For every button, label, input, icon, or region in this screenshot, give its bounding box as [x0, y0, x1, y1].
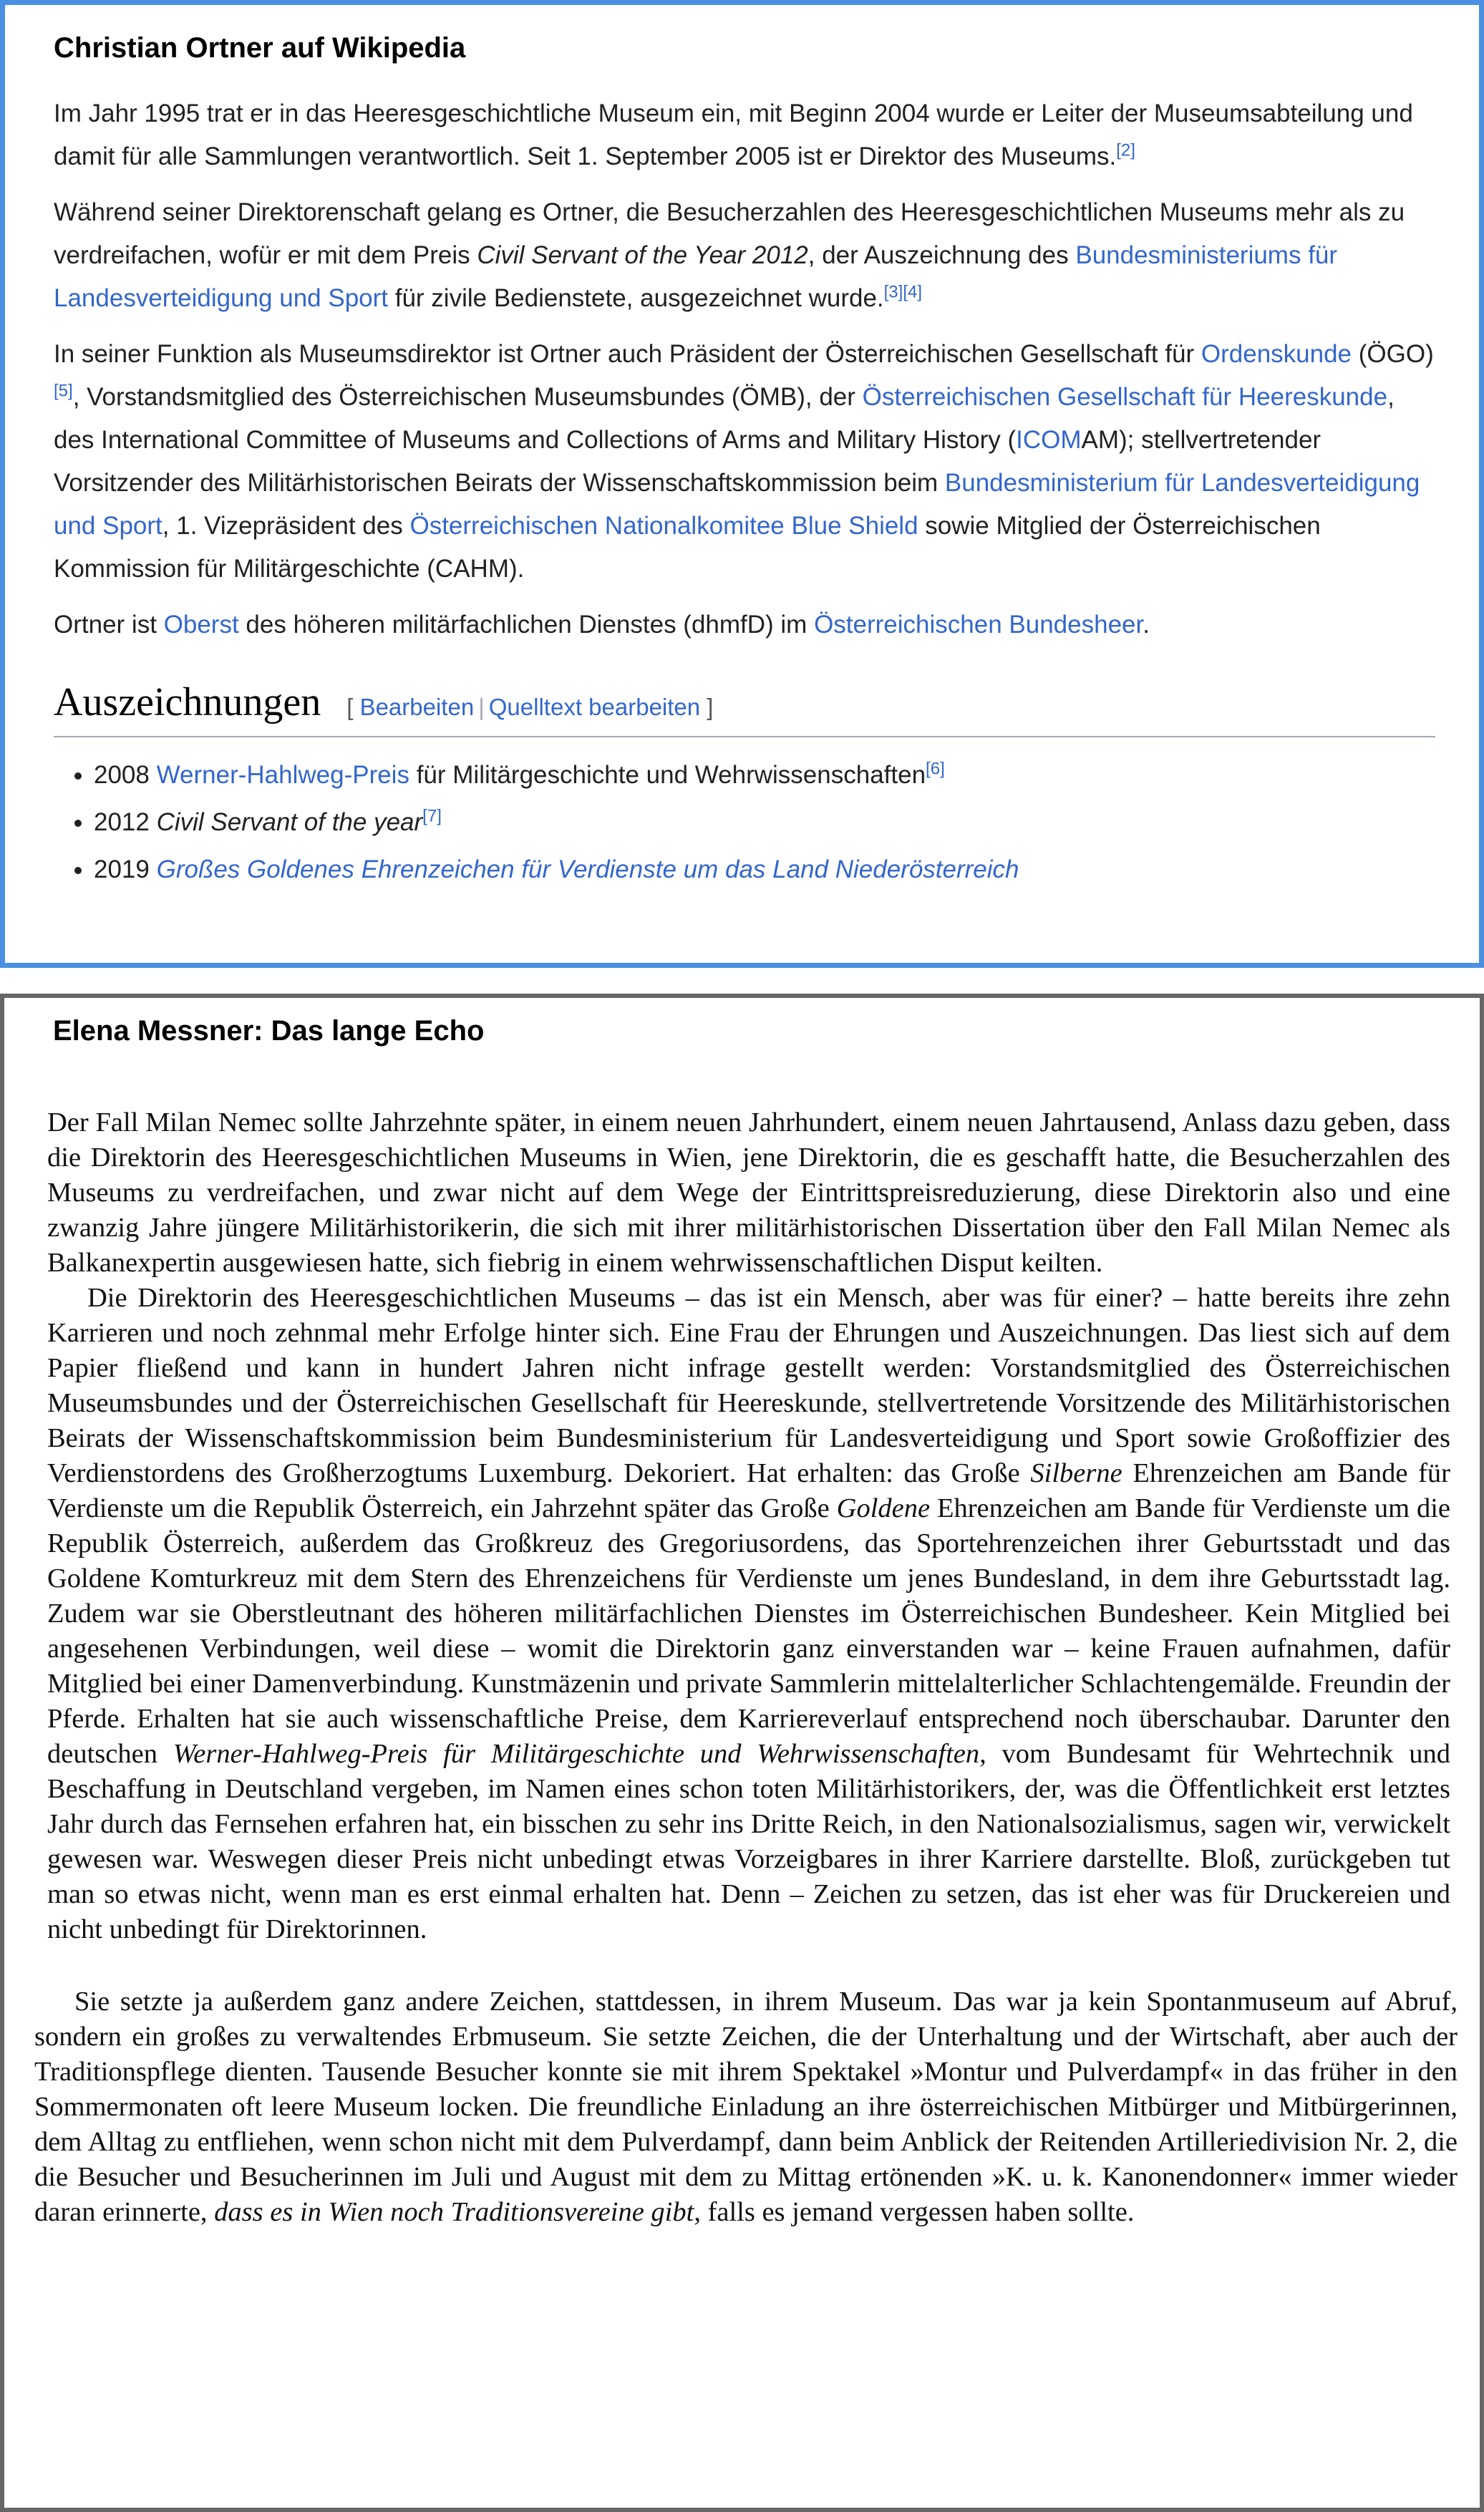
section-edit-links: [ Bearbeiten | Quelltext bearbeiten ]: [346, 694, 714, 720]
book-paragraph-2: Die Direktorin des Heeresgeschichtlichen Museums – das ist ein Mensch, aber was für einer? – hatte bereits ihre zehn Karrieren und noch zehnmal mehr Erfolge hinter sich. Eine Frau der Ehrungen und Auszeichnungen. Das liest sich auf dem Papier fließend und kann in hundert Jahren nicht infrage gestellt werden: Vorstandsmitglied des Österreichischen Museumsbundes und der Österreichischen Gesellschaft für Heereskunde, stellvertretende Vorsitzende des Militärhistorischen Beirats der Wissenschaftskommission beim Bundesministerium für Landesverteidigung und Sport sowie Großoffizier des Verdienstordens des Großherzogtums Luxemburg. Dekoriert. Hat erhalten: das Große Silberne Ehrenzeichen am Bande für Verdienste um die Republik Österreich, ein Jahrzehnt später das Große Goldene Ehrenzeichen am Bande für Verdienste um die Republik Österreich, außerdem das Großkreuz des Gregoriusordens, das Sportehrenzeichen ihrer Geburtsstadt und das Goldene Komturkreuz mit dem Stern des Ehrenzeichens für Verdienste um jenes Bundesland, in dem ihre Geburtsstadt lag. Zudem war sie Oberstleutnant des höheren militärfachlichen Dienstes im Österreichischen Bundesheer. Kein Mitglied bei angesehenen Verbindungen, weil diese – womit die Direktorin ganz einverstanden war – keine Frauen aufnahmen, dafür Mitglied bei einer Damenverbindung. Kunstmäzenin und private Sammlerin mittelalterlicher Schlachtengemälde. Freundin der Pferde. Erhalten hat sie auch wissenschaftliche Preise, dem Karriereverlauf entsprechend noch überschaubar. Darunter den deutschen Werner-Hahlweg-Preis für Militärgeschichte und Wehrwissenschaften, vom Bundesamt für Wehrtechnik und Beschaffung in Deutschland vergeben, im Namen eines schon toten Militärhistorikers, der, was die Öffentlichkeit erst letztes Jahr durch das Fernsehen erfahren hat, ein bisschen zu sehr ins Dritte Reich, in den Nationalsozialismus, sagen wir, verwickelt gewesen war. Weswegen dieser Preis nicht unbedingt etwas Vorzeigbares in ihrer Karriere darstellte. Bloß, zurückgeben tut man so etwas nicht, wenn man es erst einmal erhalten hat. Denn – Zeichen zu setzen, das ist eher was für Druckereien und nicht unbedingt für Direktorinnen.: [47, 1283, 1451, 1944]
wiki-paragraph-3: In seiner Funktion als Museumsdirektor ist Ortner auch Präsident der Österreichischen Gesellschaft für Ordenskunde (ÖGO)[5], Vorstandsmitglied des Österreichischen Museumsbundes (ÖMB), der Österreichischen Gesellschaft für Heereskunde, des International Committee of Museums and Collections of Arms and Military History (ICOMAM); stellvertretender Vorsitzender des Militärhistorischen Beirats der Wissenschaftskommission beim Bundesministerium für Landesverteidigung und Sport, 1. Vizepräsident des Österreichischen Nationalkomitee Blue Shield sowie Mitglied der Österreichischen Kommission für Militärgeschichte (CAHM).: [54, 340, 1434, 583]
link-werner-hahlweg-preis[interactable]: Werner-Hahlweg-Preis: [156, 761, 409, 789]
section-heading-auszeichnungen: [54, 679, 1435, 737]
source-edit-link[interactable]: Quelltext bearbeiten: [488, 694, 701, 720]
wiki-paragraph-1: Im Jahr 1995 trat er in das Heeresgeschichtliche Museum ein, mit Beginn 2004 wurde er Leiter der Museumsabteilung und damit für alle Sammlungen verantwortlich. Seit 1. September 2005 ist er Direktor des Museums.[2]: [54, 100, 1413, 170]
link-oberst[interactable]: Oberst: [163, 611, 239, 639]
book-paragraph-3: Sie setzte ja außerdem ganz andere Zeichen, stattdessen, in ihrem Museum. Das war ja kein Spontanmuseum auf Abruf, sondern ein großes zu verwaltendes Erbmuseum. Sie setzte Zeichen, die der Unterhaltung und der Wirtschaft, aber auch der Traditionspflege dienten. Tausende Besucher konnte sie mit ihrem Spektakel »Montur und Pulverdampf« in das früher in den Sommermonaten oft leere Museum locken. Die freundliche Einladung an ihre österreichischen Mitbürger und Mitbürgerinnen, dem Alltag zu entfliehen, wenn schon nicht mit dem Pulverdampf, dann beim Anblick der Reitenden Artilleriedivision Nr. 2, die die Besucher und Besucherinnen im Juli und August mit dem zu Mittag ertönenden »K. u. k. Kanonendonner« immer wieder daran erinnerte, dass es in Wien noch Traditionsvereine gibt, falls es jemand vergessen haben sollte.: [34, 1987, 1458, 2227]
link-blue-shield[interactable]: Österreichischen Nationalkomitee Blue Shield: [409, 512, 918, 540]
awards-list: [54, 752, 1435, 893]
wiki-article-body: [54, 92, 1435, 893]
link-bundesheer[interactable]: Österreichischen Bundesheer: [814, 611, 1143, 639]
link-ehrenzeichen-niederoesterreich[interactable]: Großes Goldenes Ehrenzeichen für Verdienste um das Land Niederösterreich: [156, 855, 1019, 883]
wiki-paragraph-2: Während seiner Direktorenschaft gelang es Ortner, die Besucherzahlen des Heeresgeschichtlichen Museums mehr als zu verdreifachen, wofür er mit dem Preis Civil Servant of the Year 2012, der Auszeichnung des Bundesministeriums für Landesverteidigung und Sport für zivile Bedienstete, ausgezeichnet wurde.[3][4]: [54, 198, 1405, 312]
list-item: • 2008 Werner-Hahlweg-Preis für Militärgeschichte und Wehrwissenschaften[6]: [94, 752, 1435, 799]
link-gesellschaft-heereskunde[interactable]: Österreichischen Gesellschaft für Heereskunde: [862, 383, 1388, 411]
reference-link[interactable]: [7]: [422, 806, 442, 826]
link-bundesministerium-2[interactable]: Bundesministerium für Landesverteidigung und Sport: [54, 469, 1420, 540]
list-item: • 2012 Civil Servant of the year[7]: [94, 799, 1435, 846]
link-icom[interactable]: ICOM: [1016, 426, 1082, 454]
reference-link[interactable]: [4]: [903, 282, 923, 302]
reference-link[interactable]: [3]: [883, 282, 903, 302]
list-item: • 2019 Großes Goldenes Ehrenzeichen für Verdienste um das Land Niederösterreich: [94, 846, 1435, 893]
link-ordenskunde[interactable]: Ordenskunde: [1201, 340, 1352, 368]
wiki-panel-title: Christian Ortner auf Wikipedia: [54, 32, 466, 64]
book-panel-title: Elena Messner: Das lange Echo: [53, 1015, 485, 1047]
section-title: Auszeichnungen: [54, 680, 321, 724]
book-paragraph-1: Der Fall Milan Nemec sollte Jahrzehnte später, in einem neuen Jahrhundert, einem neuen Jahrtausend, Anlass dazu geben, dass die Direktorin des Heeresgeschichtlichen Museums in Wien, jene Direktorin, die es geschafft hatte, die Besucherzahlen des Museums zu verdreifachen, und zwar nicht auf dem Wege der Eintrittspreisreduzierung, diese Direktorin also und eine zwanzig Jahre jüngere Militärhistorikerin, die sich mit ihrer militärhistorischen Dissertation über den Fall Milan Nemec als Balkanexpertin ausgewiesen hatte, sich fiebrig in einem wehrwissenschaftlichen Disput keilten.: [47, 1107, 1450, 1278]
reference-link[interactable]: [6]: [926, 759, 945, 779]
edit-link[interactable]: Bearbeiten: [359, 694, 475, 720]
wikipedia-panel: [0, 0, 1484, 968]
reference-link[interactable]: [2]: [1116, 140, 1135, 160]
reference-link[interactable]: [5]: [54, 381, 73, 401]
book-excerpt-panel: [0, 994, 1484, 2512]
paragraph-gap: [47, 1947, 1450, 1984]
link-bundesministerium[interactable]: Bundesministeriums für Landesverteidigung und Sport: [54, 241, 1338, 312]
book-text-body: [34, 1105, 1458, 2230]
wiki-paragraph-4: Ortner ist Oberst des höheren militärfachlichen Dienstes (dhmfD) im Österreichischen Bundesheer.: [54, 611, 1150, 639]
